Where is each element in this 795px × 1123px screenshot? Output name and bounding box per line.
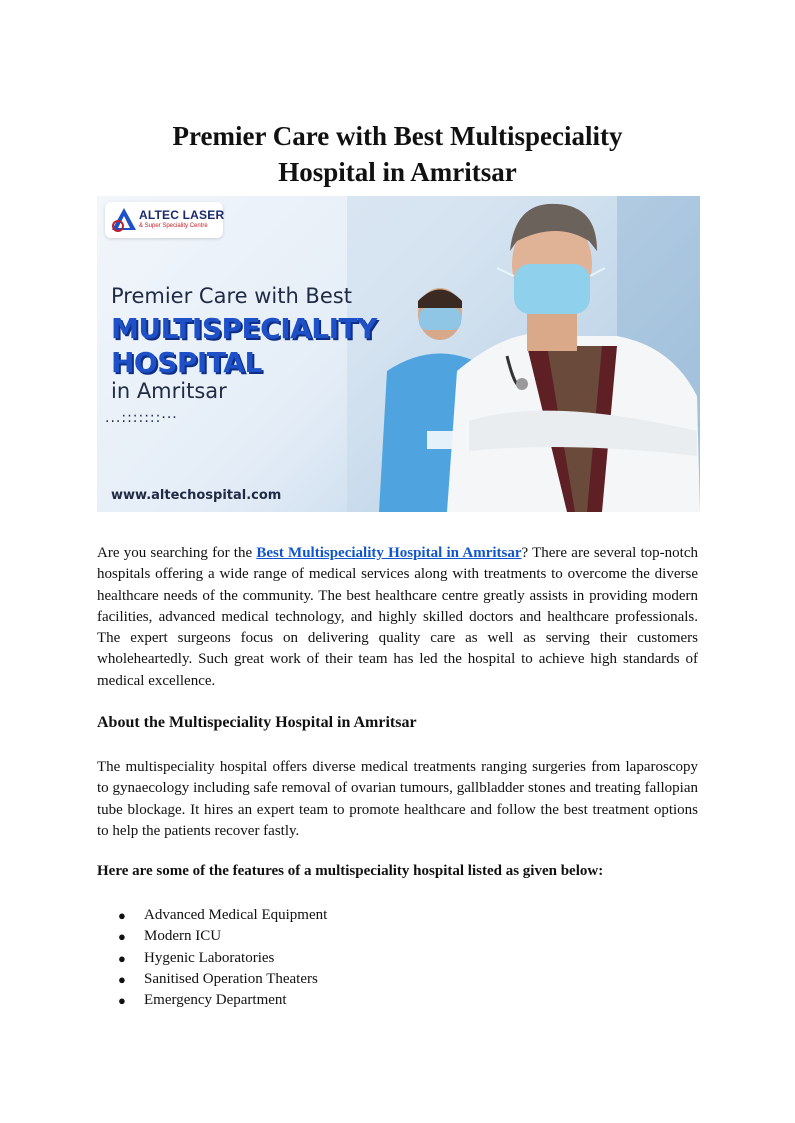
bullet-icon: ● bbox=[118, 908, 126, 923]
features-list bbox=[97, 905, 327, 1011]
list-item-label: Advanced Medical Equipment bbox=[144, 907, 328, 923]
banner-heading-line-4: in Amritsar bbox=[111, 379, 227, 403]
about-paragraph: The multispeciality hospital offers diverse medical treatments ranging surgeries from laparoscopy to gynaecology including safe removal of ovarian tumours, gallbladder stones and treating fallopian tube blockage. It hires an expert team to promote healthcare and follow the best treatment options to help the patients recover fastly. bbox=[97, 759, 698, 839]
banner-website-url: www.altechospital.com bbox=[111, 488, 282, 503]
logo-name: ALTEC LASER bbox=[139, 208, 225, 222]
list-item-label: Sanitised Operation Theaters bbox=[144, 970, 318, 987]
list-item bbox=[97, 969, 327, 990]
banner-dots-decoration: ...:::::::··· bbox=[105, 410, 178, 426]
list-item-label: Emergency Department bbox=[144, 992, 287, 1009]
logo-tagline: & Super Speciality Centre bbox=[139, 223, 208, 229]
intro-text-before-link: Are you searching for the bbox=[97, 545, 257, 561]
bullet-icon: ● bbox=[118, 993, 126, 1009]
intro-paragraph bbox=[97, 543, 698, 692]
list-item bbox=[97, 905, 327, 926]
bullet-icon: ● bbox=[118, 971, 126, 987]
list-item-label: Hygenic Laboratories bbox=[144, 949, 275, 966]
best-hospital-link[interactable]: Best Multispeciality Hospital in Amritsar bbox=[256, 545, 522, 561]
hero-banner-image bbox=[97, 196, 700, 512]
title-line-2: Hospital in Amritsar bbox=[278, 157, 517, 187]
banner-heading-line-1: Premier Care with Best bbox=[111, 284, 352, 308]
list-item bbox=[97, 990, 327, 1011]
about-heading: About the Multispeciality Hospital in Amritsar bbox=[97, 714, 417, 731]
bullet-icon: ● bbox=[118, 950, 126, 966]
intro-text-after-link: ? There are several top-notch hospitals offering a wide range of medical services along with treatments to overcome the diverse healthcare needs of the community. The best healthcare centre greatly assists in providing modern facilities, advanced medical technology, and highly skilled doctors and healthcare professionals. The expert surgeons focus on delivering quality care as well as serving their customers wholeheartedly. Such great work of their team has led the hospital to achieve high standards of medical excellence. bbox=[97, 545, 698, 689]
bullet-icon: ● bbox=[118, 929, 126, 945]
page-title bbox=[0, 118, 795, 190]
logo-mark-icon bbox=[110, 206, 138, 234]
list-item-label: Modern ICU bbox=[144, 928, 222, 945]
features-heading: Here are some of the features of a multispeciality hospital listed as given below: bbox=[97, 863, 604, 879]
list-item bbox=[97, 926, 327, 947]
list-item bbox=[97, 948, 327, 969]
title-line-1: Premier Care with Best Multispeciality bbox=[172, 121, 623, 151]
hospital-logo bbox=[105, 202, 223, 238]
banner-heading-line-2: MULTISPECIALITY bbox=[111, 312, 377, 345]
banner-heading-line-3: HOSPITAL bbox=[111, 346, 262, 379]
